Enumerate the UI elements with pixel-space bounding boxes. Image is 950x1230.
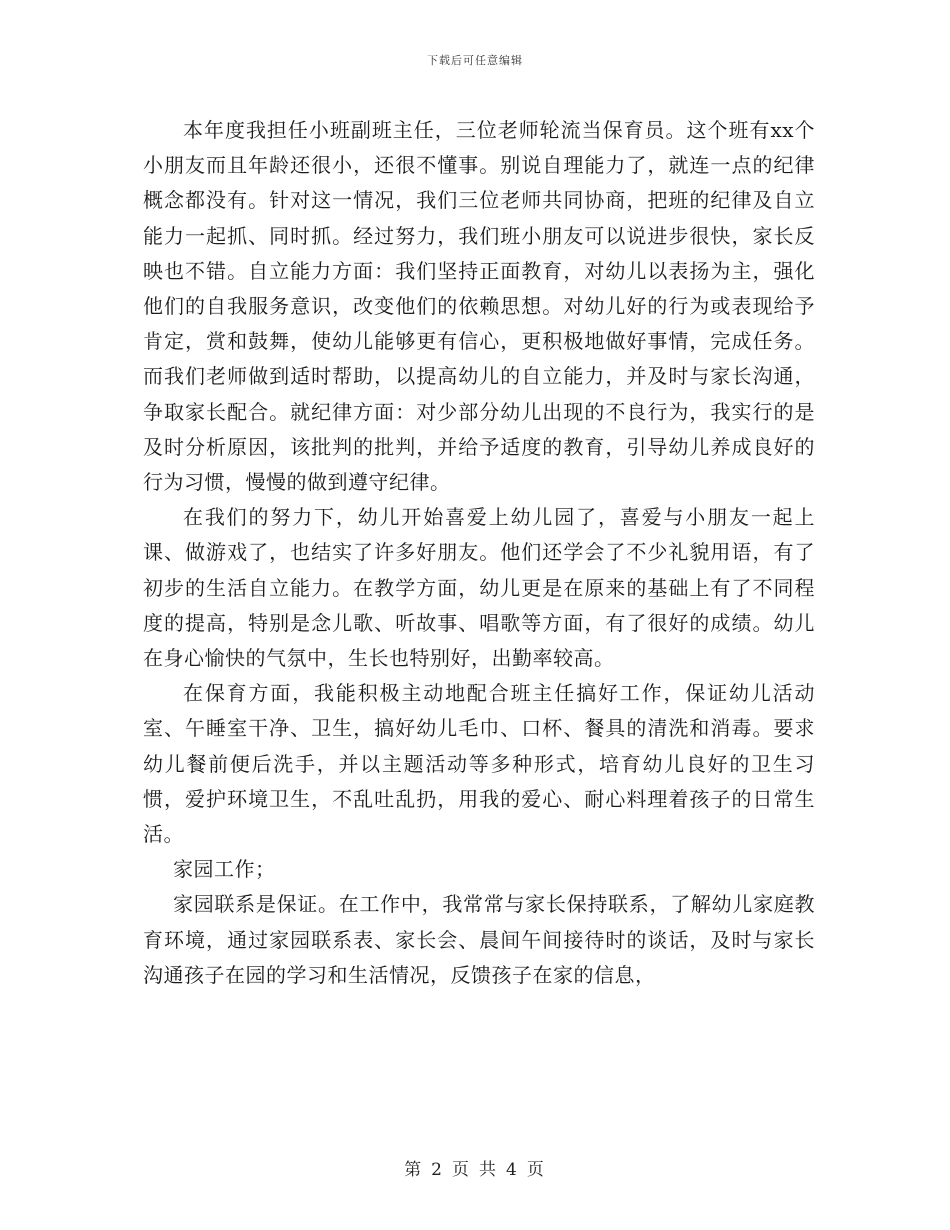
paragraph-3: 在保育方面，我能积极主动地配合班主任搞好工作，保证幼儿活动室、午睡室干净、卫生，搞好幼儿毛巾、口杯、餐具的清洗和消毒。要求幼儿餐前便后洗手，并以主题活动等多种形式，培育幼儿良好的卫生习惯，爱护环境卫生，不乱吐乱扔，用我的爱心、耐心料理着孩子的日常生活。 — [143, 681, 815, 847]
paragraph-2: 在我们的努力下，幼儿开始喜爱上幼儿园了，喜爱与小朋友一起上课、做游戏了，也结实了许多好朋友。他们还学会了不少礼貌用语，有了初步的生活自立能力。在教学方面，幼儿更是在原来的基础上有了不同程度的提高，特别是念儿歌、听故事、唱歌等方面，有了很好的成绩。幼儿在身心愉快的气氛中，生长也特别好，出勤率较高。 — [143, 505, 815, 671]
page-footer — [0, 1155, 950, 1180]
total-pages-number: 4 — [506, 1160, 519, 1180]
paragraph-4: 家园联系是保证。在工作中，我常常与家长保持联系，了解幼儿家庭教育环境，通过家园联系表、家长会、晨间午间接待时的谈话，及时与家长沟通孩子在园的学习和生活情况，反馈孩子在家的信息， — [143, 892, 815, 987]
footer-label-ye: 页 — [452, 1160, 471, 1180]
footer-label-gong: 共 — [479, 1160, 498, 1180]
footer-label-di: 第 — [404, 1160, 424, 1180]
footer-label-ye-end: 页 — [526, 1160, 546, 1180]
page-header-note: 下载后可任意编辑 — [427, 54, 523, 67]
paragraph-1: 本年度我担任小班副班主任，三位老师轮流当保育员。这个班有xx个小朋友而且年龄还很小，还很不懂事。别说自理能力了，就连一点的纪律概念都没有。针对这一情况，我们三位老师共同协商，把班的纪律及自立能力一起抓、同时抓。经过努力，我们班小朋友可以说进步很快，家长反映也不错。自立能力方面：我们坚持正面教育，对幼儿以表扬为主，强化他们的自我服务意识，改变他们的依赖思想。对幼儿好的行为或表现给予肯定，赏和鼓舞，使幼儿能够更有信心，更积极地做好事情，完成任务。而我们老师做到适时帮助，以提高幼儿的自立能力，并及时与家长沟通，争取家长配合。就纪律方面：对少部分幼儿出现的不良行为，我实行的是及时分析原因，该批判的批判，并给予适度的教育，引导幼儿养成良好的行为习惯，慢慢的做到遵守纪律。 — [143, 118, 815, 495]
section-label-home-school: 家园工作； — [173, 857, 276, 882]
document-body — [143, 113, 815, 993]
current-page-number: 2 — [431, 1160, 444, 1180]
